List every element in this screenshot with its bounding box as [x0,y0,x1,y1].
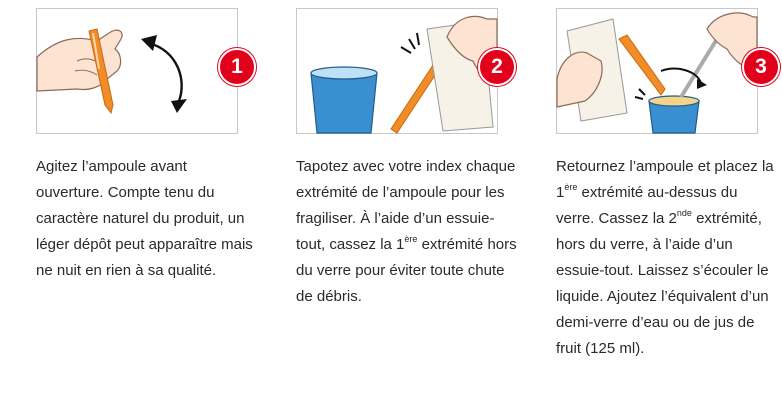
pour-ampoule-illustration [557,9,757,133]
shake-ampoule-illustration [37,9,237,133]
step-2-text: Tapotez avec votre index chaque extrémité de l’ampoule pour les fragiliser. À l’aide d’un essuie-tout, cassez la 1ère extrémité hors du verre pour éviter toute chute de débris. [296,158,517,305]
crack-icon [401,33,419,53]
break-ampoule-illustration [297,9,497,133]
step-1-text: Agitez l’ampoule avant ouverture. Compte tenu du caractère naturel du produit, un léger dépôt peut apparaître mais ne nuit en rien à sa qualité. [36,158,253,279]
step-1-badge: 1 [218,48,256,86]
step-3-text: Retournez l’ampoule et placez la 1ère extrémité au-dessus du verre. Cassez la 2nde extrémité, hors du verre, à l’aide d’un essuie-tout. Laissez s’écouler le liquide. Ajoutez l’équivalent d’un demi-verre d’eau ou de jus de fruit (125 ml). [556,158,774,357]
shake-arrow-icon [149,43,182,101]
ampoule-shape [619,35,665,95]
step-2-badge: 2 [478,48,516,86]
spoon-shape [681,39,717,97]
crack-icon [635,89,645,99]
glass-shape [311,73,377,133]
step-1-illustration [36,8,238,134]
step-2-illustration [296,8,498,134]
hand-shape [37,30,122,91]
step-3-badge: 3 [742,48,780,86]
step-3-illustration [556,8,758,134]
